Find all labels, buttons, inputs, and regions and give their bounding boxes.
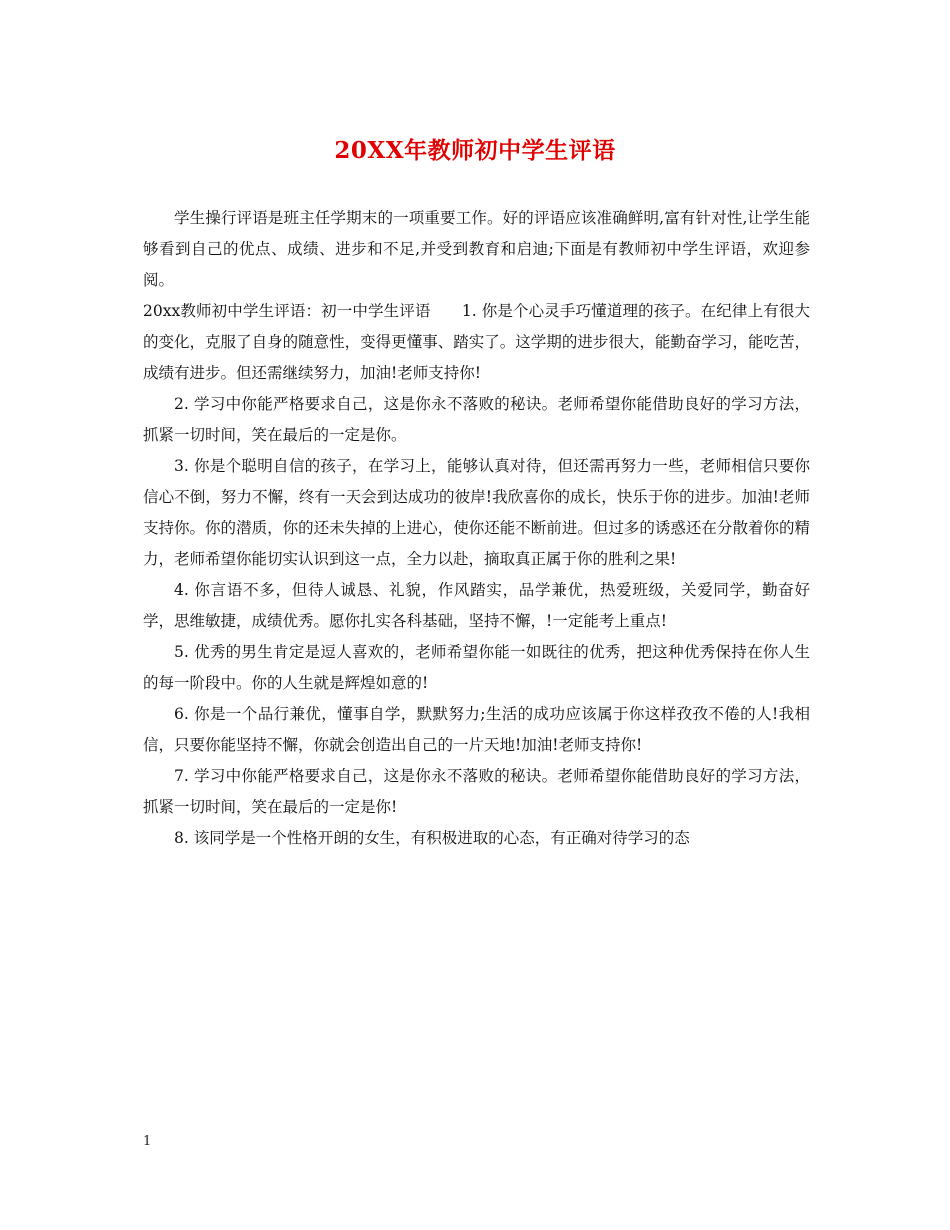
comment-paragraph-1: 20xx教师初中学生评语：初一中学生评语 1. 你是个心灵手巧懂道理的孩子。在纪律上有很大的变化，克服了自身的随意性，变得更懂事、踏实了。这学期的进步很大，能勤奋学习，能吃苦，成绩有进步。但还需继续努力，加油!老师支持你! xyxy=(143,302,810,382)
comment-paragraph-5: 5. 优秀的男生肯定是逗人喜欢的，老师希望你能一如既往的优秀，把这种优秀保持在你人生的每一阶段中。你的人生就是辉煌如意的! xyxy=(143,643,810,692)
comment-paragraph-7: 7. 学习中你能严格要求自己，这是你永不落败的秘诀。老师希望你能借助良好的学习方法，抓紧一切时间，笑在最后的一定是你! xyxy=(143,767,810,816)
comment-paragraph-4: 4. 你言语不多，但待人诚恳、礼貌，作风踏实，品学兼优，热爱班级，关爱同学，勤奋好学，思维敏捷，成绩优秀。愿你扎实各科基础，坚持不懈，!一定能考上重点! xyxy=(143,581,810,630)
comment-paragraph-2: 2. 学习中你能严格要求自己，这是你永不落败的秘诀。老师希望你能借助良好的学习方法，抓紧一切时间，笑在最后的一定是你。 xyxy=(143,395,810,444)
page-number: 1 xyxy=(143,1134,152,1149)
intro-paragraph: 学生操行评语是班主任学期末的一项重要工作。好的评语应该准确鲜明,富有针对性,让学生能够看到自己的优点、成绩、进步和不足,并受到教育和启迪;下面是有教师初中学生评语，欢迎参阅。 xyxy=(143,209,810,289)
comment-paragraph-8: 8. 该同学是一个性格开朗的女生，有积极进取的心态，有正确对待学习的态 xyxy=(174,829,690,847)
document-title: 20XX年教师初中学生评语 xyxy=(334,137,616,164)
comment-paragraph-6: 6. 你是一个品行兼优，懂事自学，默默努力;生活的成功应该属于你这样孜孜不倦的人!我相信，只要你能坚持不懈，你就会创造出自己的一片天地!加油!老师支持你! xyxy=(143,705,810,754)
document-body xyxy=(143,203,810,854)
comment-paragraph-3: 3. 你是个聪明自信的孩子，在学习上，能够认真对待，但还需再努力一些，老师相信只要你信心不倒，努力不懈，终有一天会到达成功的彼岸!我欣喜你的成长，快乐于你的进步。加油!老师支持你。你的潜质，你的还未失掉的上进心，使你还能不断前进。但过多的诱惑还在分散着你的精力，老师希望你能切实认识到这一点，全力以赴，摘取真正属于你的胜利之果! xyxy=(143,457,810,568)
